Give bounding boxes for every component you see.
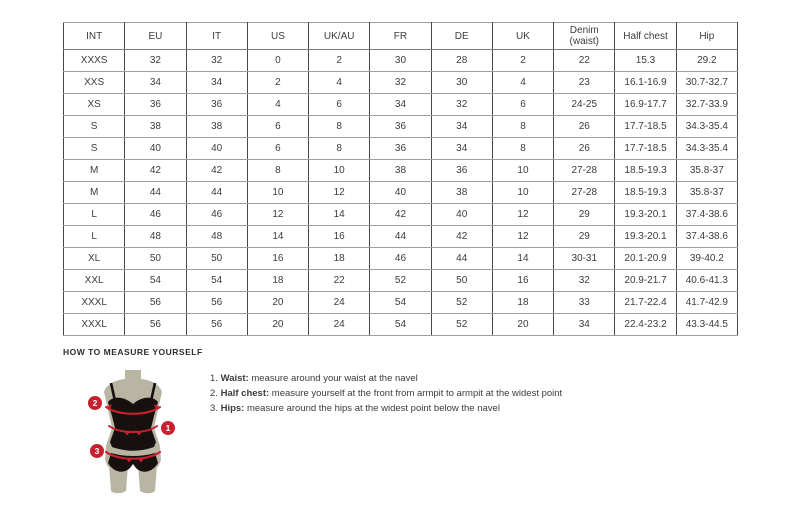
table-cell: 46 [186,204,247,226]
badge-waist-number: 1 [165,423,171,433]
table-cell: 35.8-37 [676,160,737,182]
table-cell: 52 [370,270,431,292]
table-cell: XXS [64,72,125,94]
table-cell: 32 [431,94,492,116]
table-cell: 17.7-18.5 [615,116,676,138]
column-header: UK/AU [309,23,370,50]
table-cell: 56 [125,314,186,336]
table-cell: 4 [309,72,370,94]
table-cell: 2 [247,72,308,94]
table-cell: 38 [370,160,431,182]
measurement-figure [78,370,188,498]
step-text: measure yourself at the front from armpit to armpit at the widest point [269,388,563,399]
table-cell: 44 [186,182,247,204]
table-cell: 52 [431,314,492,336]
table-cell: 14 [247,226,308,248]
table-cell: 20.9-21.7 [615,270,676,292]
table-cell: 36 [186,94,247,116]
table-cell: 14 [309,204,370,226]
table-cell: 38 [431,182,492,204]
table-cell: 24 [309,314,370,336]
table-cell: 35.8-37 [676,182,737,204]
table-cell: 12 [247,204,308,226]
table-cell: S [64,138,125,160]
table-cell: S [64,116,125,138]
size-chart-body [64,50,738,336]
badge-hips-number: 3 [94,446,100,456]
step-number: 3. [210,403,218,414]
table-cell: 22 [309,270,370,292]
column-header: US [247,23,308,50]
table-cell: 41.7-42.9 [676,292,737,314]
table-cell: 22 [554,50,615,72]
table-cell: 15.3 [615,50,676,72]
table-row [64,160,738,182]
table-row [64,248,738,270]
step-number: 1. [210,373,218,384]
table-cell: 34 [125,72,186,94]
table-row [64,138,738,160]
table-cell: 18.5-19.3 [615,160,676,182]
table-cell: 48 [125,226,186,248]
table-row [64,270,738,292]
table-cell: 29 [554,204,615,226]
table-cell: 4 [247,94,308,116]
table-cell: 12 [309,182,370,204]
table-cell: 34 [186,72,247,94]
table-cell: 8 [309,138,370,160]
table-cell: 29.2 [676,50,737,72]
table-cell: 34 [431,116,492,138]
table-cell: 34 [554,314,615,336]
table-cell: 32 [186,50,247,72]
table-cell: XS [64,94,125,116]
step-label: Half chest: [220,388,270,399]
table-cell: 27-28 [554,182,615,204]
table-cell: 42 [125,160,186,182]
measure-step-half-chest [210,386,562,401]
table-cell: 46 [125,204,186,226]
table-cell: 54 [125,270,186,292]
table-cell: 8 [492,138,553,160]
table-cell: 16 [309,226,370,248]
step-label: Hips: [220,403,245,414]
table-cell: 4 [492,72,553,94]
table-cell: 56 [186,314,247,336]
table-row [64,314,738,336]
table-cell: 16.1-16.9 [615,72,676,94]
table-cell: 38 [186,116,247,138]
table-cell: 18 [309,248,370,270]
table-cell: 32.7-33.9 [676,94,737,116]
table-row [64,72,738,94]
step-number: 2. [210,388,218,399]
table-cell: 36 [431,160,492,182]
table-cell: 8 [247,160,308,182]
table-cell: 26 [554,138,615,160]
table-cell: 18.5-19.3 [615,182,676,204]
table-cell: 6 [309,94,370,116]
table-cell: 38 [125,116,186,138]
measure-body [63,370,743,498]
table-cell: XXL [64,270,125,292]
table-cell: 10 [309,160,370,182]
table-cell: XXXL [64,292,125,314]
table-cell: 32 [125,50,186,72]
table-row [64,94,738,116]
table-cell: 34.3-35.4 [676,138,737,160]
table-cell: 42 [370,204,431,226]
table-cell: 6 [492,94,553,116]
table-cell: 2 [309,50,370,72]
table-cell: 18 [492,292,553,314]
table-cell: 40 [370,182,431,204]
table-cell: 20 [247,314,308,336]
table-cell: M [64,182,125,204]
column-header: IT [186,23,247,50]
table-cell: 56 [186,292,247,314]
table-cell: 39-40.2 [676,248,737,270]
measure-step-waist [210,371,562,386]
table-cell: 28 [431,50,492,72]
table-cell: 54 [370,292,431,314]
table-cell: 27-28 [554,160,615,182]
table-cell: 10 [492,160,553,182]
table-cell: 20.1-20.9 [615,248,676,270]
table-cell: 18 [247,270,308,292]
table-cell: 17.7-18.5 [615,138,676,160]
column-header: Hip [676,23,737,50]
table-cell: 40.6-41.3 [676,270,737,292]
table-cell: 46 [370,248,431,270]
column-header: Half chest [615,23,676,50]
table-cell: 42 [431,226,492,248]
measure-steps-list [210,371,562,416]
table-cell: 12 [492,226,553,248]
table-cell: 19.3-20.1 [615,226,676,248]
table-cell: 43.3-44.5 [676,314,737,336]
table-cell: 29 [554,226,615,248]
table-cell: 44 [431,248,492,270]
table-cell: 6 [247,138,308,160]
table-cell: 16.9-17.7 [615,94,676,116]
size-chart-header [64,23,738,50]
table-cell: L [64,204,125,226]
column-header: Denim (waist) [554,23,615,50]
table-cell: 40 [186,138,247,160]
step-label: Waist: [220,373,249,384]
table-cell: 34.3-35.4 [676,116,737,138]
table-cell: 19.3-20.1 [615,204,676,226]
size-chart-table [63,22,738,336]
column-header: FR [370,23,431,50]
table-row [64,50,738,72]
table-cell: 54 [370,314,431,336]
table-row [64,292,738,314]
measure-title: HOW TO MEASURE YOURSELF [63,347,203,357]
badge-chest-number: 2 [92,398,98,408]
table-cell: 37.4-38.6 [676,204,737,226]
table-cell: 23 [554,72,615,94]
measure-step-hips [210,401,562,416]
table-cell: 30 [370,50,431,72]
table-row [64,182,738,204]
step-text: measure around the hips at the widest point below the navel [244,403,500,414]
table-cell: 16 [247,248,308,270]
table-cell: 30.7-32.7 [676,72,737,94]
table-cell: 36 [125,94,186,116]
column-header: INT [64,23,125,50]
table-cell: 36 [370,116,431,138]
table-row [64,204,738,226]
table-cell: 34 [431,138,492,160]
table-cell: 10 [247,182,308,204]
table-cell: 32 [370,72,431,94]
column-header: UK [492,23,553,50]
table-cell: 40 [431,204,492,226]
step-text: measure around your waist at the navel [248,373,418,384]
table-cell: 16 [492,270,553,292]
table-cell: 50 [125,248,186,270]
table-cell: 36 [370,138,431,160]
table-cell: 40 [125,138,186,160]
table-cell: 20 [247,292,308,314]
table-row [64,116,738,138]
table-cell: 2 [492,50,553,72]
table-cell: 8 [492,116,553,138]
table-cell: 30-31 [554,248,615,270]
table-cell: 22.4-23.2 [615,314,676,336]
table-cell: 20 [492,314,553,336]
table-cell: 48 [186,226,247,248]
table-cell: 24 [309,292,370,314]
table-cell: 10 [492,182,553,204]
table-cell: 44 [125,182,186,204]
table-cell: 21.7-22.4 [615,292,676,314]
table-cell: L [64,226,125,248]
table-cell: 12 [492,204,553,226]
table-cell: 42 [186,160,247,182]
table-cell: 34 [370,94,431,116]
measure-section [63,347,743,498]
header-row [64,23,738,50]
table-cell: 32 [554,270,615,292]
table-cell: M [64,160,125,182]
table-cell: 50 [431,270,492,292]
table-cell: XXXL [64,314,125,336]
table-cell: 33 [554,292,615,314]
table-cell: 30 [431,72,492,94]
table-cell: 0 [247,50,308,72]
table-cell: 6 [247,116,308,138]
table-cell: 52 [431,292,492,314]
table-cell: 44 [370,226,431,248]
table-cell: 54 [186,270,247,292]
table-cell: 50 [186,248,247,270]
column-header: DE [431,23,492,50]
table-cell: XL [64,248,125,270]
table-cell: 26 [554,116,615,138]
table-cell: 14 [492,248,553,270]
table-cell: 56 [125,292,186,314]
table-cell: 8 [309,116,370,138]
mannequin-illustration-icon [78,370,188,498]
table-row [64,226,738,248]
table-cell: XXXS [64,50,125,72]
column-header: EU [125,23,186,50]
table-cell: 24-25 [554,94,615,116]
table-cell: 37.4-38.6 [676,226,737,248]
